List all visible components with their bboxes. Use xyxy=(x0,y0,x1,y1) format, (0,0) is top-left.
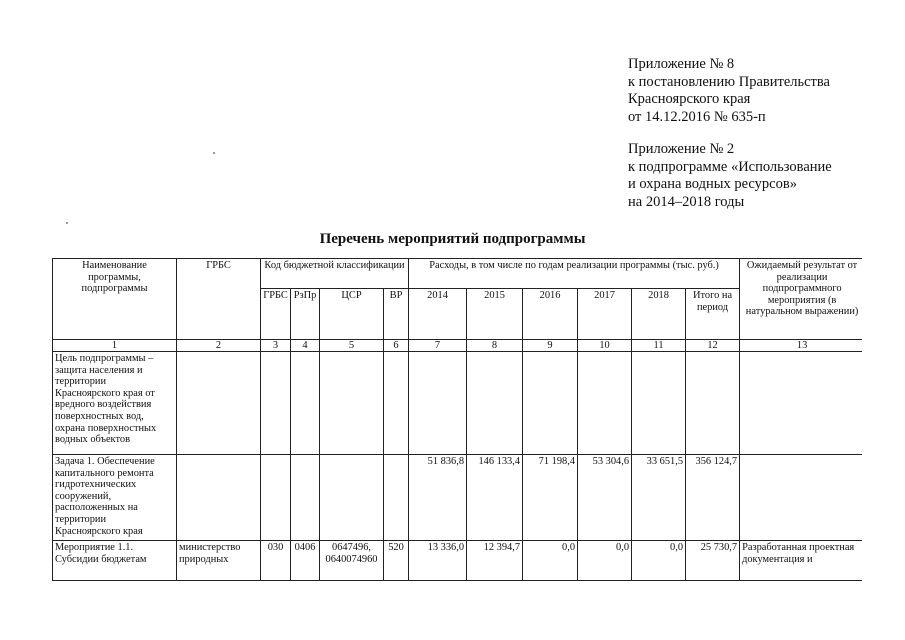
appendix-8-line: Красноярского края xyxy=(628,91,751,107)
subheader-total: Итого на период xyxy=(686,289,740,340)
appendix-2-line: Приложение № 2 xyxy=(628,141,735,157)
header-name: Наименование программы, подпрограммы xyxy=(53,259,177,340)
appendix-8-line: от 14.12.2016 № 635-п xyxy=(628,108,766,125)
appendix-8-line: к постановлению Правительства xyxy=(628,73,830,90)
column-number: 3 xyxy=(261,340,291,352)
row-grbs xyxy=(177,455,261,541)
column-number: 11 xyxy=(632,340,686,352)
column-number: 5 xyxy=(320,340,384,352)
column-number: 9 xyxy=(523,340,578,352)
header-budget-code: Код бюджетной классификации xyxy=(261,259,409,289)
appendix-8-block xyxy=(628,56,830,126)
row-2018 xyxy=(632,352,686,455)
row-2014: 51 836,8 xyxy=(409,455,467,541)
header-expenses: Расходы, в том числе по годам реализации программы (тыс. руб.) xyxy=(409,259,740,289)
row-name: Задача 1. Обеспечение капитального ремонта гидротехнических сооружений, расположенных на территории Красноярского края xyxy=(53,455,177,541)
row-csr: 0647496, 0640074960 xyxy=(320,541,384,581)
row-result xyxy=(740,455,862,541)
column-number: 13 xyxy=(740,340,862,352)
appendix-2-line: к подпрограмме «Использование xyxy=(628,158,832,175)
row-grbs-code xyxy=(261,352,291,455)
row-csr xyxy=(320,352,384,455)
row-vr xyxy=(384,455,409,541)
column-number: 12 xyxy=(686,340,740,352)
row-2018: 0,0 xyxy=(632,541,686,581)
subheader-2018: 2018 xyxy=(632,289,686,340)
row-2016: 0,0 xyxy=(523,541,578,581)
subheader-rzpr: РзПр xyxy=(291,289,320,340)
appendix-8-line: Приложение № 8 xyxy=(628,56,735,72)
row-2016 xyxy=(523,352,578,455)
row-2016: 71 198,4 xyxy=(523,455,578,541)
row-csr xyxy=(320,455,384,541)
subheader-2017: 2017 xyxy=(578,289,632,340)
row-2015 xyxy=(467,352,523,455)
column-number: 2 xyxy=(177,340,261,352)
subheader-csr: ЦСР xyxy=(320,289,384,340)
row-grbs xyxy=(177,352,261,455)
appendix-2-block xyxy=(628,141,832,211)
column-number: 6 xyxy=(384,340,409,352)
subheader-2015: 2015 xyxy=(467,289,523,340)
row-total xyxy=(686,352,740,455)
row-2014: 13 336,0 xyxy=(409,541,467,581)
row-grbs-code: 030 xyxy=(261,541,291,581)
row-2017: 53 304,6 xyxy=(578,455,632,541)
row-vr xyxy=(384,352,409,455)
scan-speck xyxy=(66,222,68,224)
measures-table xyxy=(52,258,862,581)
row-vr: 520 xyxy=(384,541,409,581)
row-2017: 0,0 xyxy=(578,541,632,581)
row-total: 356 124,7 xyxy=(686,455,740,541)
row-name: Мероприятие 1.1. Субсидии бюджетам xyxy=(53,541,177,581)
column-number: 7 xyxy=(409,340,467,352)
subheader-grbs: ГРБС xyxy=(261,289,291,340)
row-2017 xyxy=(578,352,632,455)
row-rzpr xyxy=(291,352,320,455)
row-result: Разработанная проектная документация и xyxy=(740,541,862,581)
column-number: 8 xyxy=(467,340,523,352)
column-number-row xyxy=(53,340,863,352)
measures-table-wrapper xyxy=(52,258,862,640)
row-rzpr xyxy=(291,455,320,541)
row-name: Цель подпрограммы – защита населения и территории Красноярского края от вредного воздействия поверхностных вод, охрана поверхностных водных объектов xyxy=(53,352,177,455)
table-row-measure-1-1 xyxy=(53,541,863,581)
table-row-task-1 xyxy=(53,455,863,541)
scan-speck xyxy=(213,152,215,154)
row-2015: 146 133,4 xyxy=(467,455,523,541)
row-rzpr: 0406 xyxy=(291,541,320,581)
subheader-2016: 2016 xyxy=(523,289,578,340)
row-total: 25 730,7 xyxy=(686,541,740,581)
document-title: Перечень мероприятий подпрограммы xyxy=(319,231,586,247)
row-grbs-code xyxy=(261,455,291,541)
row-2014 xyxy=(409,352,467,455)
appendix-2-line: на 2014–2018 годы xyxy=(628,193,745,210)
header-grbs: ГРБС xyxy=(177,259,261,340)
row-grbs: министерство природных xyxy=(177,541,261,581)
row-2015: 12 394,7 xyxy=(467,541,523,581)
subheader-vr: ВР xyxy=(384,289,409,340)
table-row-goal xyxy=(53,352,863,455)
row-2018: 33 651,5 xyxy=(632,455,686,541)
column-number: 4 xyxy=(291,340,320,352)
header-result: Ожидаемый результат от реализации подпрограммного мероприятия (в натуральном выражении) xyxy=(740,259,862,340)
appendix-2-line: и охрана водных ресурсов» xyxy=(628,176,797,192)
header-row xyxy=(53,259,863,289)
row-result xyxy=(740,352,862,455)
column-number: 10 xyxy=(578,340,632,352)
column-number: 1 xyxy=(53,340,177,352)
subheader-2014: 2014 xyxy=(409,289,467,340)
